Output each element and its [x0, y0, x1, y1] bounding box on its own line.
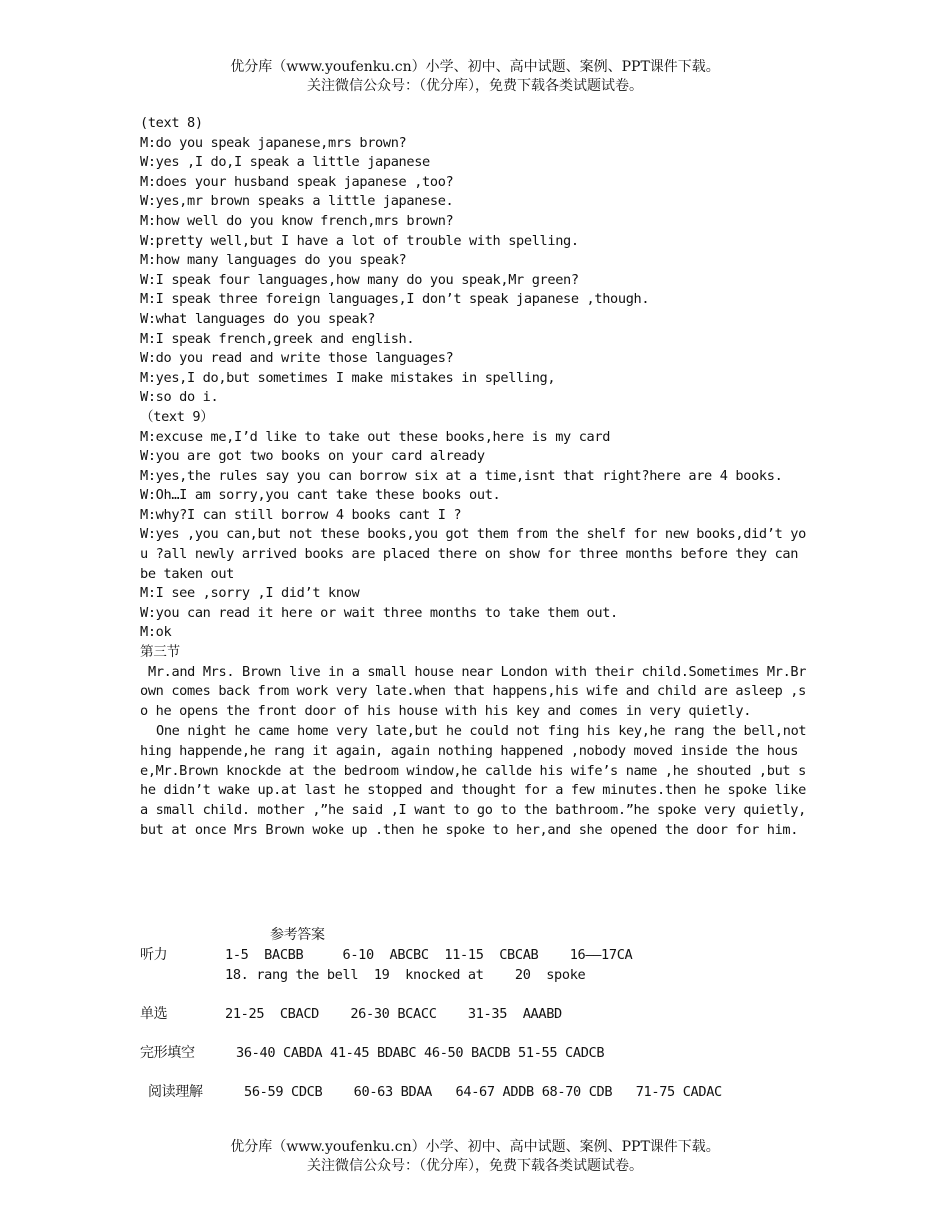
footer-line-2: 关注微信公众号：（优分库），免费下载各类试题试卷。	[307, 1158, 643, 1174]
section3-paragraph-2: One night he came home very late,but he could not fing his key,he rang the bell,nothing happende,he rang it again, again nothing happened ,nobody moved inside the house,Mr.Brown knockde at the bedroom window,he callde his wife’s name ,he shouted ,but she didn’t wake up.at last he stopped and thought for a few minutes.then he spoke like a small child. mother ,”he said ,I want to go to the bathroom.”he spoke very quietly,but at once Mrs Brown woke up .then he spoke to her,and she opened the door for him.	[140, 723, 807, 838]
answer-label-cloze: 完形填空	[140, 1045, 195, 1061]
dialogue-line: W:yes ,you can,but not these books,you got them from the shelf for new books,did’t you ?all newly arrived books are placed there on show for three months before they can be taken out	[140, 526, 806, 582]
dialogue-line: M:does your husband speak japanese ,too?	[140, 173, 454, 190]
answer-row-listening-2	[140, 965, 840, 985]
section3-title: 第三节	[140, 644, 180, 661]
dialogue-line: W:yes,mr brown speaks a little japanese.	[140, 193, 454, 210]
page-header	[0, 58, 950, 96]
answer-values-reading: 56-59 CDCB 60-63 BDAA 64-67 ADDB 68-70 CDB 71-75 CADAC	[244, 1084, 722, 1100]
dialogue-line: W:yes ,I do,I speak a little japanese	[140, 154, 430, 171]
answer-values-cloze: 36-40 CABDA 41-45 BDABC 46-50 BACDB 51-55 CADCB	[236, 1045, 605, 1061]
footer-line-1: 优分库（www.youfenku.cn）小学、初中、高中试题、案例、PPT课件下载。	[230, 1139, 720, 1155]
answer-values-listening-2: 18. rang the bell 19 knocked at 20 spoke	[225, 967, 586, 983]
dialogue-line: W:pretty well,but I have a lot of trouble with spelling.	[140, 232, 579, 249]
text8-dialogue	[140, 134, 812, 408]
answer-values-single: 21-25 CBACD 26-30 BCACC 31-35 AAABD	[225, 1006, 562, 1022]
answer-row-single	[140, 1004, 840, 1024]
dialogue-line: M:do you speak japanese,mrs brown?	[140, 134, 407, 151]
dialogue-line: M:ok	[140, 624, 172, 641]
page-footer	[0, 1138, 950, 1176]
dialogue-line: W:you are got two books on your card already	[140, 448, 485, 465]
dialogue-line: M:why?I can still borrow 4 books cant I ?	[140, 506, 462, 523]
dialogue-line: M:how well do you know french,mrs brown?	[140, 212, 454, 229]
answer-values-listening: 1-5 BACBB 6-10 ABCBC 11-15 CBCAB 16——17CA	[225, 947, 633, 963]
answer-label-listening: 听力	[140, 947, 168, 963]
text9-title: （text 9）	[140, 408, 214, 425]
section3-paragraph-1: Mr.and Mrs. Brown live in a small house near London with their child.Sometimes Mr.Brown comes back from work very late.when that happens,his wife and child are asleep ,so he opens the front door of his house with his key and comes in very quietly.	[140, 663, 807, 720]
text9-dialogue	[140, 428, 812, 644]
dialogue-line: W:so do i.	[140, 389, 219, 406]
dialogue-line: M:how many languages do you speak?	[140, 252, 407, 269]
text8-title: (text 8)	[140, 115, 203, 131]
answer-row-reading	[140, 1082, 840, 1102]
header-line-2: 关注微信公众号：（优分库），免费下载各类试题试卷。	[307, 78, 643, 94]
answer-label-reading: 阅读理解	[148, 1084, 203, 1100]
dialogue-line: M:excuse me,I’d like to take out these books,here is my card	[140, 428, 611, 445]
answer-row-listening	[140, 945, 840, 965]
transcript-content	[140, 114, 812, 841]
dialogue-line: W:I speak four languages,how many do you speak,Mr green?	[140, 271, 579, 288]
dialogue-line: W:what languages do you speak?	[140, 310, 376, 327]
answer-row-cloze	[140, 1043, 840, 1063]
dialogue-line: M:I speak three foreign languages,I don’t speak japanese ,though.	[140, 291, 650, 308]
answer-label-single: 单选	[140, 1006, 168, 1022]
dialogue-line: M:I speak french,greek and english.	[140, 330, 415, 347]
dialogue-line: W:Oh…I am sorry,you cant take these books out.	[140, 487, 501, 504]
dialogue-line: M:yes,the rules say you can borrow six at a time,isnt that right?here are 4 books.	[140, 467, 783, 484]
dialogue-line: W:do you read and write those languages?	[140, 350, 454, 367]
answer-key	[140, 925, 840, 1102]
header-line-1: 优分库（www.youfenku.cn）小学、初中、高中试题、案例、PPT课件下载。	[230, 59, 720, 75]
dialogue-line: M:yes,I do,but sometimes I make mistakes in spelling,	[140, 369, 556, 386]
dialogue-line: W:you can read it here or wait three months to take them out.	[140, 604, 618, 621]
answer-key-title: 参考答案	[270, 927, 325, 943]
dialogue-line: M:I see ,sorry ,I did’t know	[140, 585, 360, 602]
